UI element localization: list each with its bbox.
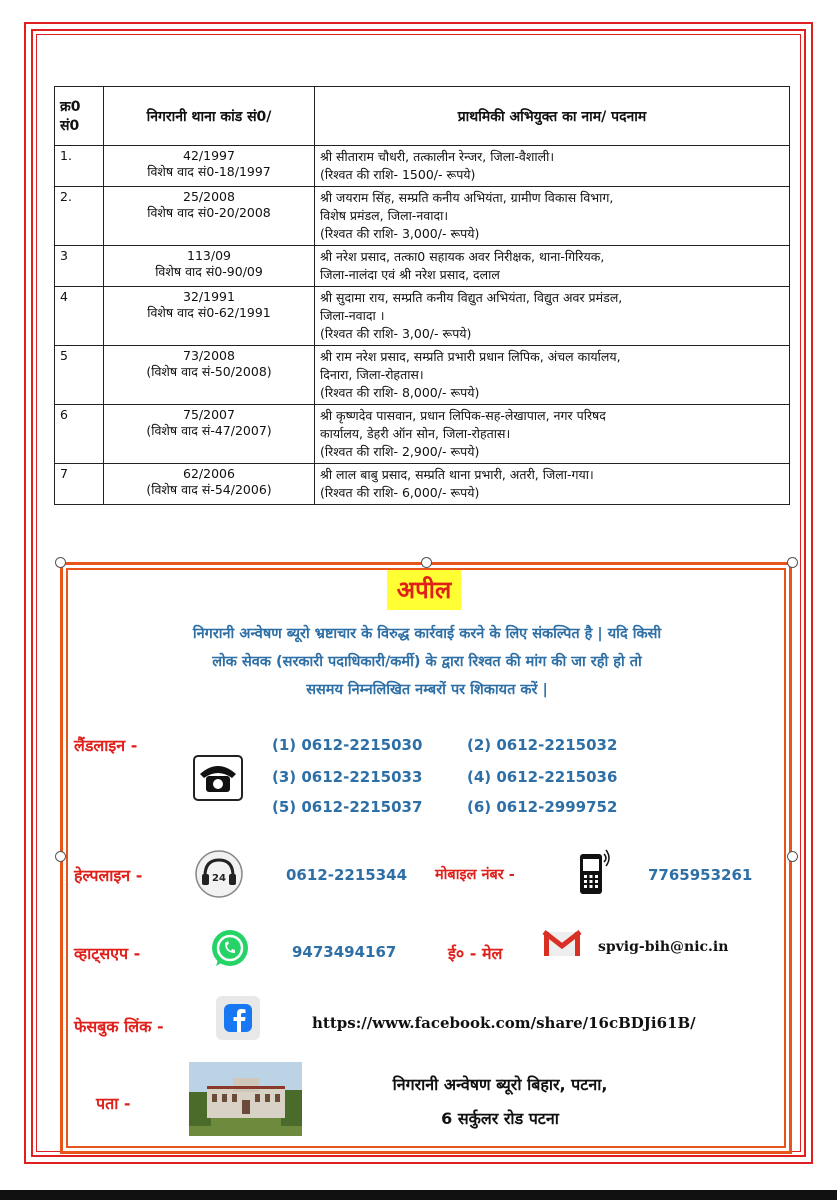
landline-number[interactable]: (1) 0612-2215030 — [272, 736, 423, 754]
table-row — [55, 405, 790, 464]
serial-cell: 2. — [55, 187, 104, 246]
appeal-text — [80, 620, 774, 704]
appeal-line: निगरानी अन्वेषण ब्यूरो भ्रष्टाचार के विरुद्ध कार्रवाई करने के लिए संकल्पित है | यदि किसी — [192, 626, 662, 642]
table-row — [55, 287, 790, 346]
serial-cell: 3 — [55, 246, 104, 287]
accused-line: जिला-नालंदा एवं श्री नरेश प्रसाद, दलाल — [320, 267, 500, 282]
case-cell — [104, 464, 315, 505]
case-line: विशेष वाद सं0-62/1991 — [147, 305, 271, 320]
case-cell — [104, 187, 315, 246]
serial-cell: 7 — [55, 464, 104, 505]
accused-line: श्री कृष्णदेव पासवान, प्रधान लिपिक-सह-लेखापाल, नगर परिषद — [320, 408, 606, 423]
landline-number[interactable]: (2) 0612-2215032 — [467, 736, 618, 754]
accused-cell — [315, 287, 790, 346]
facebook-icon — [214, 994, 262, 1042]
landline-number[interactable]: (6) 0612-2999752 — [467, 798, 618, 816]
landline-label: लैंडलाइन - — [74, 736, 138, 755]
case-line: (विशेष वाद सं-50/2008) — [146, 364, 272, 379]
accused-cell — [315, 346, 790, 405]
accused-line: (रिश्वत की राशि- 8,000/- रूपये) — [320, 385, 480, 400]
accused-line: (रिश्वत की राशि- 3,00/- रूपये) — [320, 326, 472, 341]
appeal-title: अपील — [387, 570, 461, 610]
accused-line: कार्यालय, डेहरी ऑन सोन, जिला-रोहतास। — [320, 426, 511, 441]
case-line: 75/2007 — [183, 407, 235, 422]
case-line: 62/2006 — [183, 466, 235, 481]
case-line: 73/2008 — [183, 348, 235, 363]
whatsapp-label: व्हाट्सएप - — [74, 944, 141, 963]
appeal-line: लोक सेवक (सरकारी पदाधिकारी/कर्मी) के द्वारा रिश्वत की मांग की जा रही हो तो — [212, 654, 642, 670]
accused-line: श्री जयराम सिंह, सम्प्रति कनीय अभियंता, ग्रामीण विकास विभाग, — [320, 190, 614, 205]
accused-line: जिला-नवादा । — [320, 308, 385, 323]
case-cell — [104, 346, 315, 405]
accused-line: (रिश्वत की राशि- 1500/- रूपये) — [320, 167, 476, 182]
header-serial: क्र0 सं0 — [55, 87, 104, 146]
case-line: विशेष वाद सं0-18/1997 — [147, 164, 271, 179]
case-table — [54, 86, 790, 505]
case-cell — [104, 146, 315, 187]
email-address[interactable]: spvig-bih@nic.in — [598, 939, 729, 955]
case-line: विशेष वाद सं0-90/09 — [155, 264, 263, 279]
appeal-line: ससमय निम्नलिखित नम्बरों पर शिकायत करें | — [306, 682, 548, 698]
landline-number[interactable]: (4) 0612-2215036 — [467, 768, 618, 786]
table-row — [55, 146, 790, 187]
accused-line: श्री राम नरेश प्रसाद, सम्प्रति प्रभारी प्रधान लिपिक, अंचल कार्यालय, — [320, 349, 621, 364]
accused-line: श्री नरेश प्रसाद, तत्का0 सहायक अवर निरीक्षक, थाना-गिरियक, — [320, 249, 605, 264]
address-label: पता - — [96, 1094, 131, 1113]
table-row — [55, 246, 790, 287]
accused-line: श्री लाल बाबु प्रसाद, सम्प्रति थाना प्रभारी, अतरी, जिला-गया। — [320, 467, 594, 482]
facebook-label: फेसबुक लिंक - — [74, 1017, 164, 1036]
whatsapp-icon — [207, 926, 253, 972]
mobile-phone-icon — [574, 848, 612, 898]
landline-number[interactable]: (3) 0612-2215033 — [272, 768, 423, 786]
case-line: 32/1991 — [183, 289, 235, 304]
case-cell — [104, 246, 315, 287]
mobile-label: मोबाइल नंबर - — [435, 867, 515, 883]
serial-cell: 1. — [55, 146, 104, 187]
table-row — [55, 464, 790, 505]
address-line: 6 सर्कुलर रोड पटना — [441, 1109, 559, 1128]
accused-line: दिनारा, जिला-रोहतास। — [320, 367, 424, 382]
table-header-row — [55, 87, 790, 146]
helpline-24-icon — [193, 848, 245, 900]
accused-line: श्री सुदामा राय, सम्प्रति कनीय विद्युत अभियंता, विद्युत अवर प्रमंडल, — [320, 290, 623, 305]
office-address — [320, 1068, 680, 1136]
header-case: निगरानी थाना कांड सं0/ — [104, 87, 315, 146]
resize-handle — [787, 851, 798, 862]
case-line: (विशेष वाद सं-47/2007) — [146, 423, 272, 438]
telephone-icon — [190, 752, 246, 804]
accused-line: श्री सीताराम चौधरी, तत्कालीन रेन्जर, जिला-वैशाली। — [320, 149, 555, 164]
resize-handle — [787, 557, 798, 568]
email-label: ई० - मेल — [448, 944, 503, 963]
serial-cell: 5 — [55, 346, 104, 405]
accused-cell — [315, 405, 790, 464]
case-line: (विशेष वाद सं-54/2006) — [146, 482, 272, 497]
resize-handle — [421, 557, 432, 568]
gmail-icon — [542, 928, 582, 960]
facebook-url[interactable]: https://www.facebook.com/share/16cBDJi61B/ — [312, 1014, 696, 1032]
helpline-badge-text: 24 — [212, 873, 226, 884]
whatsapp-number[interactable]: 9473494167 — [292, 943, 397, 961]
serial-cell: 6 — [55, 405, 104, 464]
case-cell — [104, 287, 315, 346]
header-accused: प्राथमिकी अभियुक्त का नाम/ पदनाम — [315, 87, 790, 146]
accused-cell — [315, 464, 790, 505]
case-cell — [104, 405, 315, 464]
case-line: 25/2008 — [183, 189, 235, 204]
accused-line: (रिश्वत की राशि- 3,000/- रूपये) — [320, 226, 480, 241]
helpline-label: हेल्पलाइन - — [74, 866, 143, 885]
case-line: 42/1997 — [183, 148, 235, 163]
accused-line: विशेष प्रमंडल, जिला-नवादा। — [320, 208, 449, 223]
helpline-number[interactable]: 0612-2215344 — [286, 866, 408, 884]
table-row — [55, 187, 790, 246]
landline-number[interactable]: (5) 0612-2215037 — [272, 798, 423, 816]
accused-cell — [315, 146, 790, 187]
serial-cell: 4 — [55, 287, 104, 346]
accused-cell — [315, 187, 790, 246]
address-line: निगरानी अन्वेषण ब्यूरो बिहार, पटना, — [392, 1075, 608, 1094]
office-building-image — [189, 1062, 302, 1136]
resize-handle — [55, 851, 66, 862]
mobile-number[interactable]: 7765953261 — [648, 866, 753, 884]
case-line: विशेष वाद सं0-20/2008 — [147, 205, 271, 220]
resize-handle — [55, 557, 66, 568]
accused-line: (रिश्वत की राशि- 6,000/- रूपये) — [320, 485, 480, 500]
accused-line: (रिश्वत की राशि- 2,900/- रूपये) — [320, 444, 480, 459]
table-row — [55, 346, 790, 405]
accused-cell — [315, 246, 790, 287]
case-line: 113/09 — [187, 248, 231, 263]
bottom-bar — [0, 1190, 837, 1200]
